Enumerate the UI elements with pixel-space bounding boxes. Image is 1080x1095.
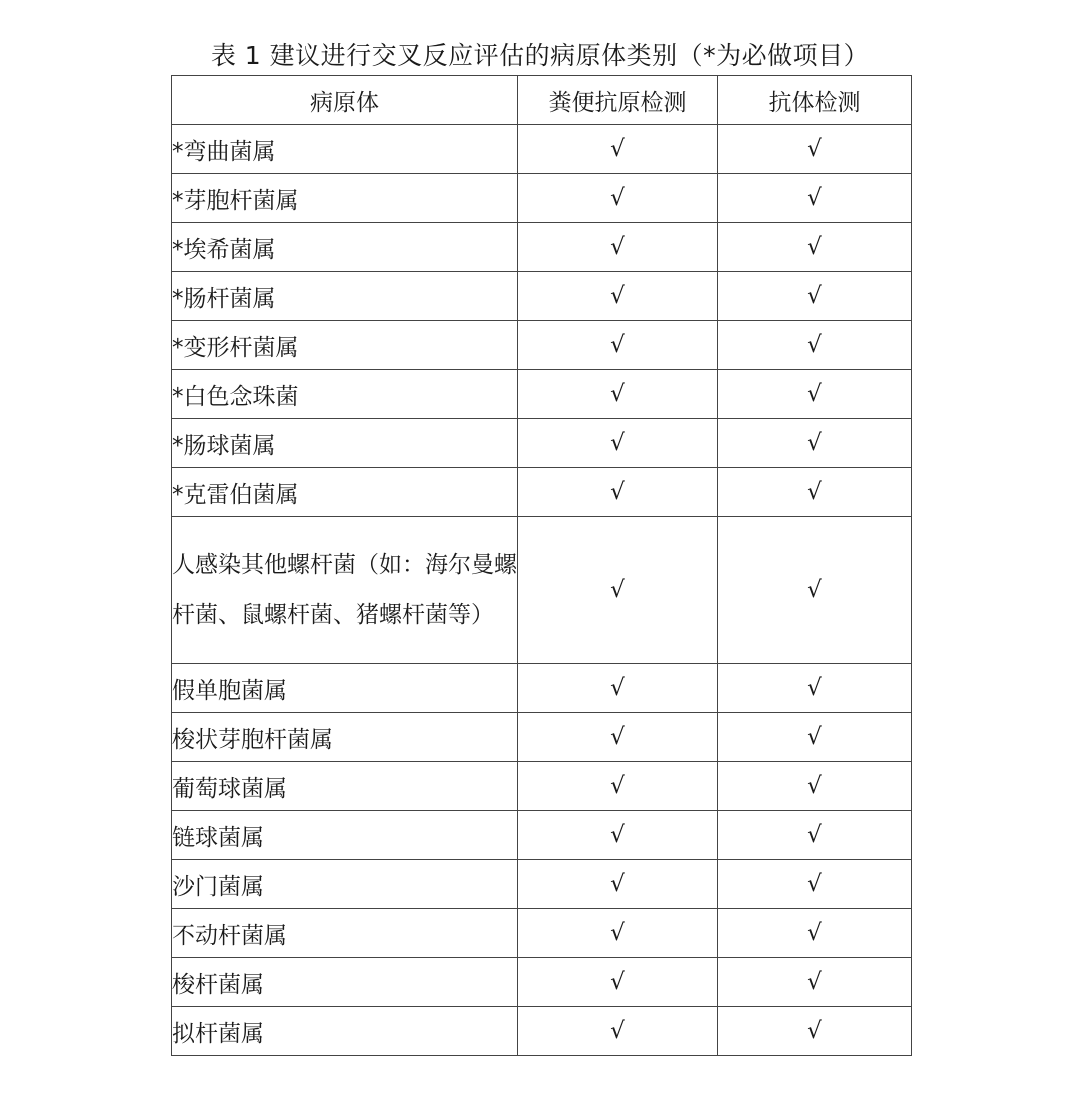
table-row <box>172 321 912 370</box>
stool-antigen-check: √ <box>518 468 718 517</box>
table-row <box>172 811 912 860</box>
stool-antigen-check: √ <box>518 174 718 223</box>
stool-antigen-check: √ <box>518 664 718 713</box>
table-header-row <box>172 76 912 125</box>
pathogen-name: 假单胞菌属 <box>172 664 518 713</box>
antibody-check: √ <box>718 713 912 762</box>
pathogen-name: *肠杆菌属 <box>172 272 518 321</box>
column-header-antibody: 抗体检测 <box>718 76 912 125</box>
stool-antigen-check: √ <box>518 419 718 468</box>
table-row <box>172 419 912 468</box>
pathogen-name: *芽胞杆菌属 <box>172 174 518 223</box>
pathogen-table <box>171 75 912 1056</box>
table-row <box>172 370 912 419</box>
stool-antigen-check: √ <box>518 272 718 321</box>
antibody-check: √ <box>718 370 912 419</box>
antibody-check: √ <box>718 909 912 958</box>
table-row <box>172 1007 912 1056</box>
stool-antigen-check: √ <box>518 370 718 419</box>
pathogen-name: 拟杆菌属 <box>172 1007 518 1056</box>
stool-antigen-check: √ <box>518 125 718 174</box>
table-row <box>172 762 912 811</box>
pathogen-name: 葡萄球菌属 <box>172 762 518 811</box>
antibody-check: √ <box>718 419 912 468</box>
stool-antigen-check: √ <box>518 811 718 860</box>
pathogen-name: *白色念珠菌 <box>172 370 518 419</box>
pathogen-name: 链球菌属 <box>172 811 518 860</box>
table-row <box>172 909 912 958</box>
pathogen-name: *弯曲菌属 <box>172 125 518 174</box>
table-row <box>172 517 912 664</box>
pathogen-name: *肠球菌属 <box>172 419 518 468</box>
pathogen-name: 梭杆菌属 <box>172 958 518 1007</box>
antibody-check: √ <box>718 468 912 517</box>
antibody-check: √ <box>718 321 912 370</box>
table-row <box>172 664 912 713</box>
antibody-check: √ <box>718 664 912 713</box>
table-row <box>172 958 912 1007</box>
pathogen-name: *变形杆菌属 <box>172 321 518 370</box>
antibody-check: √ <box>718 958 912 1007</box>
stool-antigen-check: √ <box>518 321 718 370</box>
pathogen-name: 人感染其他螺杆菌（如：海尔曼螺杆菌、鼠螺杆菌、猪螺杆菌等） <box>172 517 518 664</box>
pathogen-name: *克雷伯菌属 <box>172 468 518 517</box>
stool-antigen-check: √ <box>518 517 718 664</box>
antibody-check: √ <box>718 860 912 909</box>
pathogen-name: 沙门菌属 <box>172 860 518 909</box>
antibody-check: √ <box>718 272 912 321</box>
stool-antigen-check: √ <box>518 713 718 762</box>
stool-antigen-check: √ <box>518 762 718 811</box>
stool-antigen-check: √ <box>518 909 718 958</box>
stool-antigen-check: √ <box>518 223 718 272</box>
pathogen-name: 不动杆菌属 <box>172 909 518 958</box>
stool-antigen-check: √ <box>518 860 718 909</box>
table-row <box>172 468 912 517</box>
antibody-check: √ <box>718 223 912 272</box>
column-header-stool-antigen: 粪便抗原检测 <box>518 76 718 125</box>
stool-antigen-check: √ <box>518 958 718 1007</box>
table-row <box>172 174 912 223</box>
stool-antigen-check: √ <box>518 1007 718 1056</box>
antibody-check: √ <box>718 762 912 811</box>
table-caption: 表 1 建议进行交叉反应评估的病原体类别（*为必做项目） <box>210 41 870 70</box>
table-row <box>172 223 912 272</box>
table-row <box>172 860 912 909</box>
table-row <box>172 713 912 762</box>
antibody-check: √ <box>718 1007 912 1056</box>
antibody-check: √ <box>718 811 912 860</box>
pathogen-name: *埃希菌属 <box>172 223 518 272</box>
table-row <box>172 272 912 321</box>
antibody-check: √ <box>718 125 912 174</box>
column-header-pathogen: 病原体 <box>172 76 518 125</box>
table-row <box>172 125 912 174</box>
antibody-check: √ <box>718 517 912 664</box>
antibody-check: √ <box>718 174 912 223</box>
pathogen-name: 梭状芽胞杆菌属 <box>172 713 518 762</box>
